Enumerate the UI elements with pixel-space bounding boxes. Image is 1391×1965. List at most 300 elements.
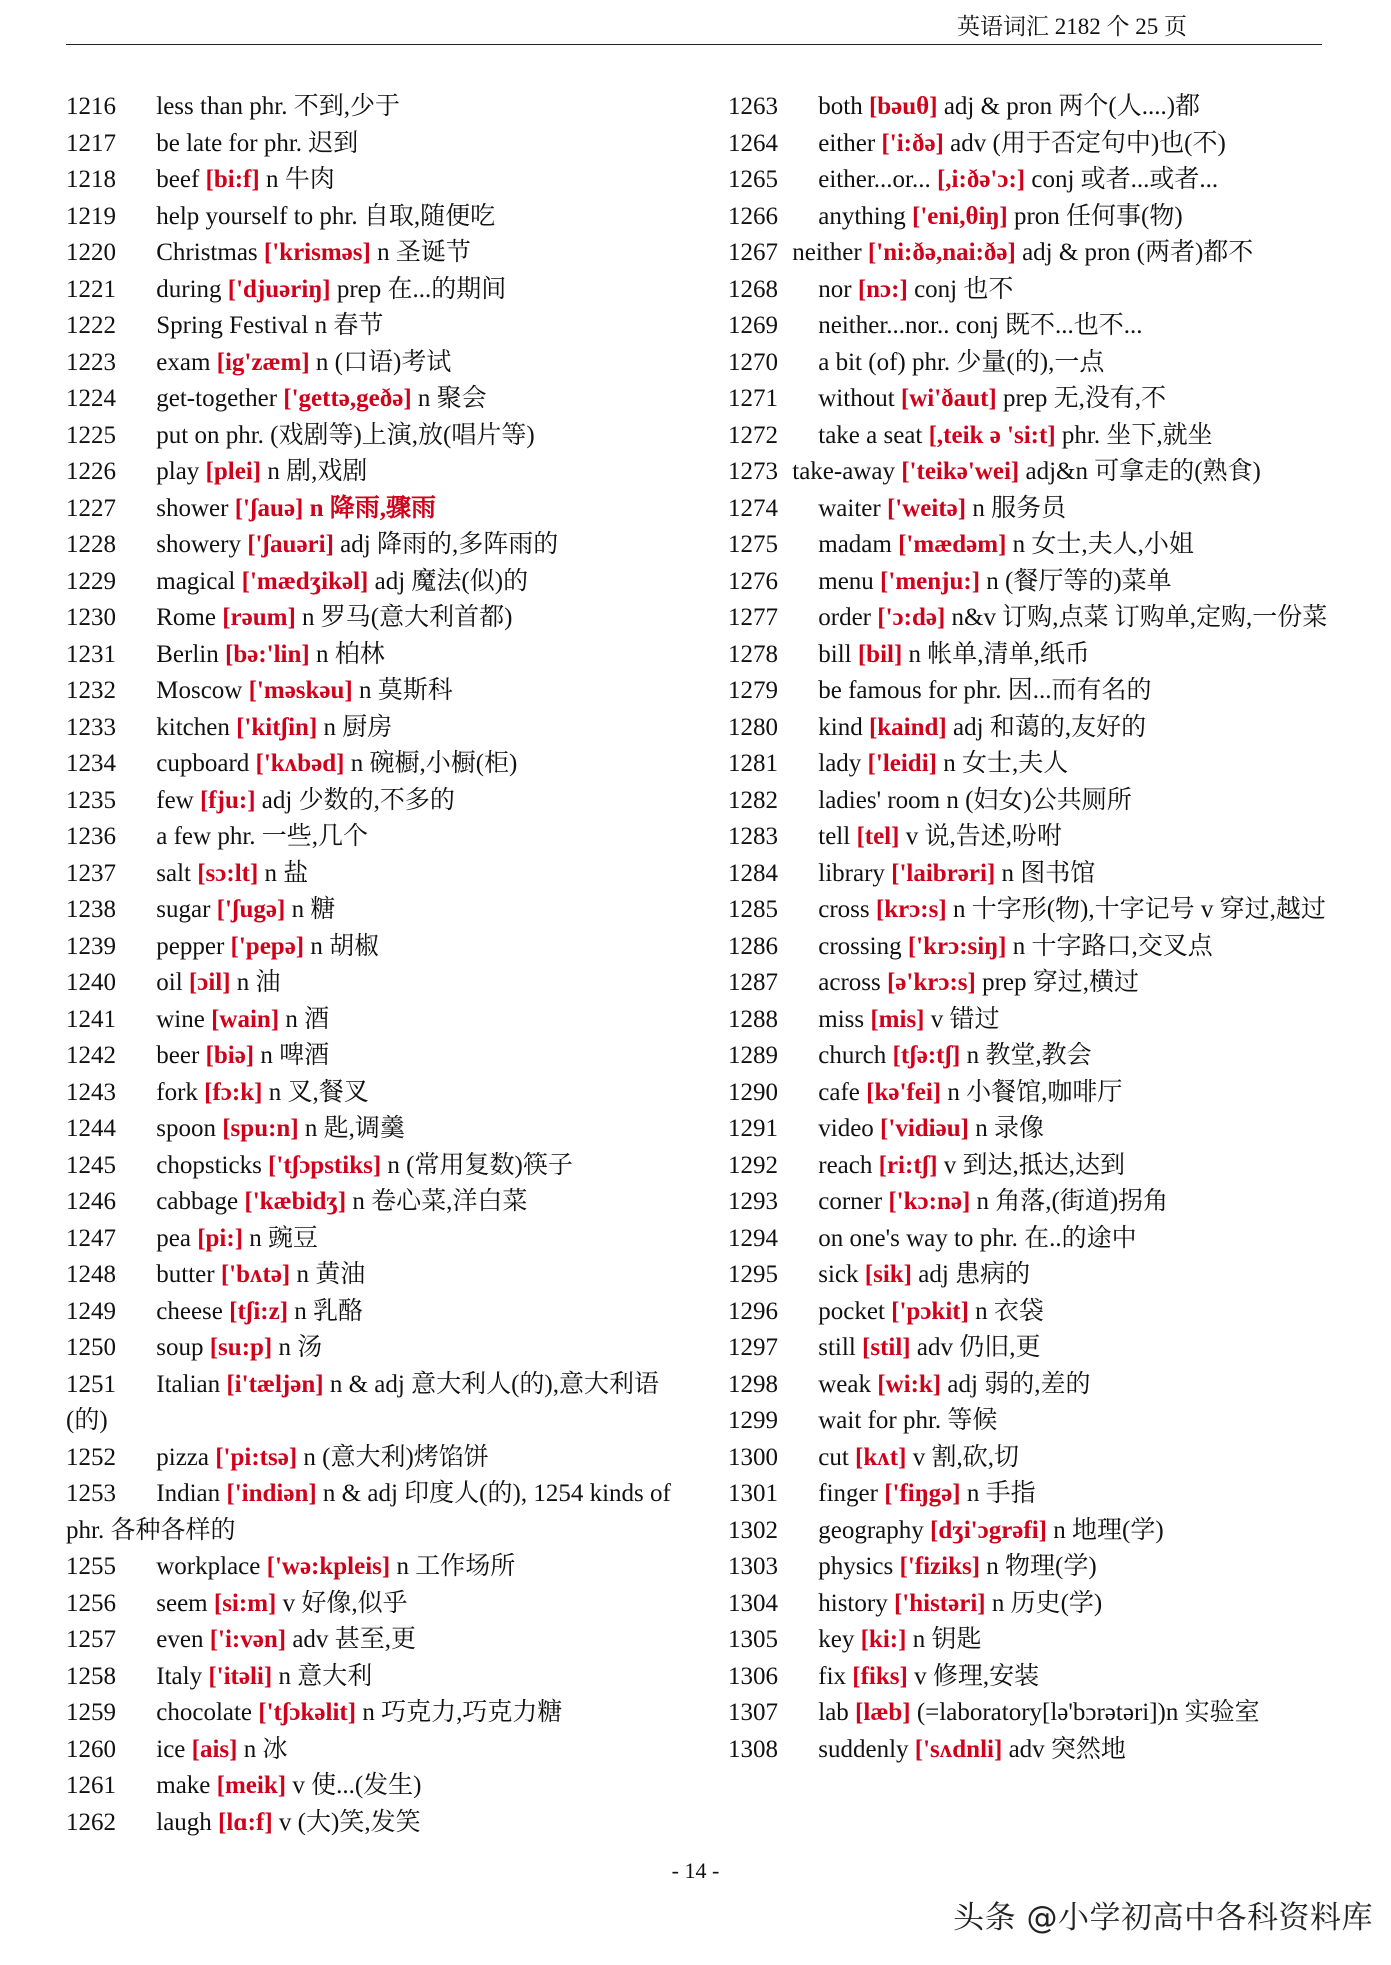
- entry-word: fix: [818, 1662, 847, 1690]
- entry-meaning: 穿过,横过: [1032, 969, 1140, 996]
- entry-part-of-speech: n: [265, 166, 279, 193]
- entry-number: 1260: [66, 1735, 116, 1763]
- entry-phonetic: ['indiən]: [226, 1480, 317, 1507]
- entry-meaning: 女士,夫人: [961, 750, 1069, 777]
- entry-part-of-speech: phr.: [263, 129, 303, 157]
- entry-part-of-speech: n: [986, 1553, 999, 1580]
- vocab-entry: [728, 308, 1343, 345]
- vocab-entry: [728, 1038, 1343, 1075]
- entry-part-of-speech: v: [914, 1662, 927, 1690]
- entry-part-of-speech: n: [268, 1078, 282, 1106]
- entry-part-of-speech: n: [387, 1151, 400, 1179]
- entry-meaning: 剧,戏剧: [286, 458, 368, 485]
- entry-word: crossing: [818, 932, 902, 960]
- vocab-entry: [66, 819, 681, 856]
- entry-word: salt: [156, 859, 191, 887]
- entry-meaning: 教堂,教会: [985, 1042, 1092, 1069]
- entry-word: church: [818, 1042, 887, 1069]
- vocab-entry: [66, 1111, 681, 1148]
- entry-phonetic: ['krisməs]: [263, 239, 371, 266]
- entry-word: fork: [156, 1078, 198, 1106]
- entry-phonetic: [kaind]: [868, 713, 947, 741]
- entry-number: 1272: [728, 421, 778, 449]
- entry-part-of-speech: n: [976, 1188, 990, 1215]
- entry-phonetic: ['eni,θiŋ]: [912, 202, 1008, 230]
- vocab-entry: [728, 1330, 1343, 1367]
- entry-part-of-speech: n: [396, 1553, 409, 1580]
- entry-word: menu: [818, 567, 874, 595]
- entry-meaning: 或者...或者...: [1080, 166, 1219, 193]
- vocab-entry: [728, 454, 1343, 491]
- entry-word: even: [156, 1626, 204, 1653]
- entry-word: across: [818, 969, 881, 996]
- entry-word: ladies' room: [818, 786, 941, 814]
- entry-phonetic: ['kɔ:nə]: [888, 1188, 971, 1215]
- entry-phonetic: [tʃə:tʃ]: [892, 1042, 961, 1069]
- vocab-entry: [66, 1659, 681, 1696]
- vocab-entry: [66, 454, 681, 491]
- entry-phonetic: ['məskəu]: [248, 677, 353, 704]
- vocab-entry: [66, 1257, 681, 1294]
- entry-meaning: 黄油: [315, 1261, 366, 1288]
- entry-phonetic: [ki:]: [860, 1626, 907, 1653]
- entry-part-of-speech: adv: [292, 1626, 329, 1653]
- entry-part-of-speech: adj: [947, 1370, 978, 1398]
- entry-phonetic: ['bʌtə]: [220, 1261, 291, 1288]
- vocab-entry: [66, 1330, 681, 1367]
- entry-meaning: (餐厅等的)菜单: [1005, 567, 1172, 595]
- vocab-entry: [66, 1805, 681, 1842]
- entry-word: weak: [818, 1370, 871, 1398]
- entry-meaning: 坐下,就坐: [1106, 421, 1213, 449]
- entry-meaning: 在...的期间: [387, 275, 507, 303]
- entry-number: 1247: [66, 1224, 116, 1252]
- entry-phonetic: ['tʃɔpstiks]: [268, 1151, 382, 1179]
- entry-part-of-speech: n: [294, 1297, 307, 1325]
- entry-word: bill: [818, 640, 852, 668]
- entry-part-of-speech: n: [1053, 1516, 1066, 1544]
- entry-number: 1261: [66, 1772, 116, 1799]
- entry-word: Christmas: [156, 239, 258, 266]
- entry-meaning: 到达,抵达,达到: [962, 1151, 1126, 1179]
- entry-number: 1239: [66, 932, 116, 960]
- entry-part-of-speech: phr.: [902, 1407, 942, 1434]
- entry-meaning: 历史(学): [1010, 1589, 1103, 1617]
- vocab-entry: [66, 710, 681, 747]
- entry-meaning: 十字路口,交叉点: [1031, 932, 1213, 960]
- entry-meaning: 柏林: [334, 640, 385, 668]
- entry-part-of-speech: n: [952, 896, 966, 923]
- entry-part-of-speech: adj & pron: [943, 93, 1053, 120]
- entry-phonetic: ['vidiəu]: [880, 1115, 969, 1142]
- entry-phonetic: [sik]: [864, 1261, 913, 1288]
- entry-part-of-speech: adv: [950, 129, 987, 157]
- entry-meaning: (意大利)烤馅饼: [322, 1443, 489, 1471]
- entry-word: cheese: [156, 1297, 223, 1325]
- entry-part-of-speech: n: [303, 1443, 316, 1471]
- entry-meaning: 使...(发生): [311, 1772, 422, 1799]
- entry-word: Italian: [156, 1370, 221, 1398]
- vocab-entry: [66, 1695, 681, 1732]
- vocab-entry: [66, 1294, 681, 1331]
- entry-meaning: 降雨的,多阵雨的: [376, 531, 559, 558]
- entry-meaning: 巧克力,巧克力糖: [381, 1699, 563, 1726]
- entry-phonetic: ['pi:tsə]: [215, 1443, 298, 1471]
- entry-number: 1306: [728, 1662, 778, 1690]
- entry-meaning: (两者)都不: [1136, 239, 1254, 266]
- vocab-entry: [66, 1038, 681, 1075]
- entry-number: 1283: [728, 823, 778, 850]
- entry-word: a few: [156, 823, 212, 850]
- vocab-entry: [728, 892, 1343, 929]
- entry-word: physics: [818, 1553, 894, 1580]
- entry-word: anything: [818, 202, 906, 230]
- entry-number: 1274: [728, 494, 778, 522]
- vocab-entry: [66, 527, 681, 564]
- entry-part-of-speech: n: [302, 604, 315, 631]
- entry-number: 1286: [728, 932, 778, 960]
- entry-number: 1251: [66, 1370, 116, 1398]
- entry-word: key: [818, 1626, 855, 1653]
- entry-number: 1249: [66, 1297, 116, 1325]
- entry-phonetic: [si:m]: [213, 1589, 277, 1617]
- vocab-entry: [728, 1294, 1343, 1331]
- entry-part-of-speech: n: [975, 1115, 988, 1142]
- entry-word: beef: [156, 166, 200, 193]
- entry-phonetic: [fju:]: [199, 786, 256, 814]
- entry-word: Italy: [156, 1662, 203, 1690]
- entry-meaning: 因...而有名的: [1007, 677, 1152, 704]
- vocab-entry: [728, 1148, 1343, 1185]
- entry-number: 1291: [728, 1115, 778, 1142]
- entry-meaning: 物理(学): [1005, 1553, 1097, 1580]
- vocab-entry: [66, 1768, 681, 1805]
- entry-meaning: (戏剧等)上演,放(唱片等): [270, 421, 535, 449]
- entry-part-of-speech: v: [278, 1808, 292, 1836]
- entry-word: ice: [156, 1735, 186, 1763]
- vocab-entry: [728, 527, 1343, 564]
- vocab-entry: [728, 1257, 1343, 1294]
- entry-number: 1229: [66, 567, 116, 595]
- entry-part-of-speech: n: [315, 348, 329, 376]
- entry-word: pizza: [156, 1443, 209, 1471]
- entry-part-of-speech: v: [930, 1005, 944, 1033]
- vocab-entry: [66, 1075, 681, 1112]
- entry-word: get-together: [156, 385, 278, 412]
- entry-part-of-speech: n: [1001, 859, 1015, 887]
- entry-phonetic: [biə]: [205, 1042, 255, 1069]
- entry-phonetic: ['wə:kpleis]: [266, 1553, 391, 1580]
- entry-part-of-speech: phr.: [319, 202, 358, 230]
- entry-word: cabbage: [156, 1188, 239, 1215]
- entry-word: corner: [818, 1188, 883, 1215]
- entry-meaning: 在..的途中: [1024, 1224, 1137, 1252]
- entry-word: both: [818, 93, 863, 120]
- entry-meaning: (口语)考试: [334, 348, 452, 376]
- entry-phonetic: [fɔ:k]: [204, 1078, 263, 1106]
- vocab-entry: [66, 162, 681, 199]
- entry-number: 1217: [66, 129, 116, 157]
- entry-meaning: 和蔼的,友好的: [989, 713, 1147, 741]
- entry-meaning: 钥匙: [931, 1626, 982, 1653]
- vocab-entry: [728, 1549, 1343, 1586]
- vocab-entry: [728, 1586, 1343, 1623]
- vocab-entry: [728, 1476, 1343, 1513]
- vocab-entry: [728, 1221, 1343, 1258]
- vocab-entry: [66, 89, 681, 126]
- entry-number: 1220: [66, 239, 116, 266]
- entry-part-of-speech: conj: [1031, 166, 1075, 193]
- entry-number: 1255: [66, 1553, 116, 1580]
- entry-word: nor: [818, 275, 852, 303]
- entry-meaning: 圣诞节: [395, 239, 471, 266]
- entry-word: make: [156, 1772, 211, 1799]
- entry-meaning: (妇女)公共厕所: [965, 786, 1132, 814]
- entry-part-of-speech: n: [946, 786, 959, 814]
- entry-part-of-speech: n & adj: [322, 1480, 398, 1507]
- entry-number: 1293: [728, 1188, 778, 1215]
- vocab-entry: [66, 637, 681, 674]
- vocab-entry: [728, 929, 1343, 966]
- vocab-entry: [66, 600, 681, 637]
- entry-meaning: 既不...也不...: [1005, 312, 1143, 339]
- entry-word: reach: [818, 1151, 873, 1179]
- vocab-entry: [728, 89, 1343, 126]
- entry-word: soup: [156, 1334, 204, 1361]
- entry-meaning: 角落,(街道)拐角: [995, 1188, 1169, 1215]
- entry-number: 1257: [66, 1626, 116, 1653]
- entry-word: lady: [818, 750, 862, 777]
- entry-number: 1246: [66, 1188, 116, 1215]
- entry-phonetic: [ə'krɔ:s]: [886, 969, 976, 996]
- entry-number: 1221: [66, 275, 116, 303]
- vocab-entry: [728, 783, 1343, 820]
- entry-part-of-speech: n&v: [951, 604, 996, 631]
- vocab-entry: [66, 673, 681, 710]
- entry-phonetic: [sɔ:lt]: [197, 859, 259, 887]
- entry-phonetic: [,teik ə 'si:t]: [928, 421, 1056, 449]
- entry-phonetic: ['ʃugə]: [216, 896, 286, 923]
- entry-number: 1218: [66, 166, 116, 193]
- vocab-entry: [728, 856, 1343, 893]
- entry-meaning: 一些,几个: [261, 823, 369, 850]
- entry-word: neither: [792, 239, 862, 266]
- entry-phonetic: ['gettə,geðə]: [283, 385, 412, 412]
- vocab-entry: [66, 272, 681, 309]
- entry-phonetic: [pi:]: [197, 1224, 244, 1252]
- vocab-entry: [728, 1075, 1343, 1112]
- vocab-entry: [728, 1513, 1343, 1550]
- entry-number: 1297: [728, 1334, 778, 1361]
- entry-phonetic: [ig'zæm]: [216, 348, 310, 376]
- entry-number: 1287: [728, 969, 778, 996]
- entry-meaning: 手指: [985, 1480, 1036, 1507]
- entry-phonetic: ['ʃauə]: [234, 494, 304, 522]
- entry-word: Moscow: [156, 677, 243, 704]
- entry-word: during: [156, 275, 222, 303]
- entry-number: 1284: [728, 859, 778, 887]
- entry-word: pepper: [156, 932, 225, 960]
- vocab-entry: [66, 308, 681, 345]
- entry-phonetic: [i'tæljən]: [226, 1370, 324, 1398]
- entry-extra: n 降雨,骤雨: [309, 494, 437, 522]
- entry-meaning: 油: [255, 969, 281, 996]
- entry-part-of-speech: adv: [1008, 1735, 1045, 1763]
- entry-part-of-speech: phr.: [979, 1224, 1018, 1252]
- entry-phonetic: ['pepə]: [230, 932, 305, 960]
- entry-word: geography: [818, 1516, 924, 1544]
- watermark-text: 头条 @小学初高中各科资料库: [953, 1900, 1373, 1936]
- entry-part-of-speech: prep: [982, 969, 1027, 996]
- entry-number: 1219: [66, 202, 116, 230]
- entry-meaning: 厨房: [342, 713, 393, 741]
- entry-phonetic: ['weitə]: [886, 494, 967, 522]
- entry-word: few: [156, 786, 194, 814]
- entry-phonetic: ['ni:ðə,nai:ðə]: [867, 239, 1016, 266]
- entry-meaning: 卷心菜,洋白菜: [371, 1188, 528, 1215]
- entry-part-of-speech: n: [986, 567, 999, 595]
- entry-meaning: 罗马(意大利首都): [320, 604, 513, 631]
- entry-part-of-speech: conj: [955, 312, 999, 339]
- entry-number: 1278: [728, 640, 778, 668]
- entry-meaning: 患病的: [955, 1261, 1031, 1288]
- entry-number: 1233: [66, 713, 116, 741]
- entry-meaning: 实验室: [1184, 1699, 1260, 1726]
- entry-part-of-speech: n: [260, 1042, 273, 1069]
- entry-number: 1230: [66, 604, 116, 631]
- entry-word: cut: [818, 1443, 849, 1471]
- entry-phonetic: [bil]: [857, 640, 903, 668]
- entry-word: seem: [156, 1589, 208, 1617]
- entry-word: finger: [818, 1480, 878, 1507]
- entry-phonetic: [krɔ:s]: [875, 896, 947, 923]
- entry-meaning: 无,没有,不: [1053, 385, 1167, 412]
- vocab-entry: [66, 1002, 681, 1039]
- vocab-entry: [66, 1184, 681, 1221]
- entry-word: play: [156, 458, 200, 485]
- vocab-entry: [728, 345, 1343, 382]
- entry-meaning: 小餐馆,咖啡厅: [966, 1078, 1123, 1106]
- entry-word: workplace: [156, 1553, 261, 1580]
- entry-meaning: 等候: [947, 1407, 998, 1434]
- entry-number: 1240: [66, 969, 116, 996]
- entry-number: 1236: [66, 823, 116, 850]
- entry-word: less than: [156, 93, 244, 120]
- entry-word: without: [818, 385, 895, 412]
- vocab-entry: [66, 1549, 681, 1586]
- entry-number: 1216: [66, 93, 116, 120]
- entry-word: exam: [156, 348, 211, 376]
- entry-part-of-speech: adv: [916, 1334, 953, 1361]
- entry-number: 1275: [728, 531, 778, 558]
- entry-meaning: 碗橱,小橱(柜): [369, 750, 518, 777]
- entry-phonetic: ['krɔ:siŋ]: [907, 932, 1007, 960]
- entry-number: 1281: [728, 750, 778, 777]
- entry-part-of-speech: n: [966, 1042, 980, 1069]
- entry-meaning: 糖: [310, 896, 336, 923]
- entry-number: 1296: [728, 1297, 778, 1325]
- entry-word: wine: [156, 1005, 205, 1033]
- entry-number: 1265: [728, 166, 778, 193]
- entry-meaning: 错过: [949, 1005, 1000, 1033]
- entry-number: 1292: [728, 1151, 778, 1179]
- entry-number: 1250: [66, 1334, 116, 1361]
- entry-number: 1241: [66, 1005, 116, 1033]
- entry-part-of-speech: n: [362, 1699, 375, 1726]
- entry-number: 1290: [728, 1078, 778, 1106]
- entry-number: 1268: [728, 275, 778, 303]
- vocab-entry: [728, 381, 1343, 418]
- entry-word: oil: [156, 969, 183, 996]
- entry-word: lab: [818, 1699, 849, 1726]
- entry-number: 1280: [728, 713, 778, 741]
- entry-phonetic: ['itəli]: [208, 1662, 273, 1690]
- entry-part-of-speech: v: [943, 1151, 957, 1179]
- entry-number: 1300: [728, 1443, 778, 1471]
- vocab-entry: [66, 783, 681, 820]
- entry-meaning: 自取,随便吃: [363, 202, 496, 230]
- entry-number: 1227: [66, 494, 116, 522]
- entry-meaning: 订购,点菜 订购单,定购,一份菜: [1002, 604, 1328, 631]
- vocab-entry: [66, 345, 681, 382]
- entry-number: 1301: [728, 1480, 778, 1507]
- entry-phonetic: [dʒi'ɔgrəfi]: [930, 1516, 1047, 1544]
- entry-number: 1223: [66, 348, 116, 376]
- entry-part-of-speech: adj: [953, 713, 984, 741]
- entry-meaning: 盐: [283, 859, 309, 887]
- entry-meaning: 任何事(物): [1066, 202, 1183, 230]
- entry-phonetic: ['tʃɔkəlit]: [258, 1699, 357, 1726]
- entry-meaning: 叉,餐叉: [287, 1078, 369, 1106]
- entry-word: be late for: [156, 129, 258, 157]
- vocab-entry: [66, 1440, 681, 1477]
- entry-number: 1267: [728, 239, 778, 266]
- entry-number: 1253: [66, 1480, 116, 1507]
- entry-phonetic: ['ɔ:də]: [877, 604, 946, 631]
- entry-number: 1298: [728, 1370, 778, 1398]
- entry-word: put on: [156, 421, 220, 449]
- entry-phonetic: [wi'ðaut]: [900, 385, 997, 412]
- entry-meaning: 意大利: [297, 1662, 373, 1690]
- entry-phonetic: [plei]: [205, 458, 262, 485]
- entry-number: 1273: [728, 458, 778, 485]
- vocab-entry: [728, 126, 1343, 163]
- right-column: [728, 89, 1343, 1768]
- entry-phonetic: [rəum]: [222, 604, 296, 631]
- entry-phonetic: ['i:vən]: [209, 1626, 287, 1653]
- entry-number: 1276: [728, 567, 778, 595]
- entry-part-of-speech: n: [291, 896, 305, 923]
- vocab-entry: [728, 1622, 1343, 1659]
- entry-word: Spring Festival: [156, 312, 309, 339]
- entry-meaning: 豌豆: [268, 1224, 319, 1252]
- entry-word: miss: [818, 1005, 865, 1033]
- entry-phonetic: [tel]: [856, 823, 900, 850]
- entry-word: sick: [818, 1261, 859, 1288]
- entry-phonetic: ['ʃauəri]: [247, 531, 334, 558]
- entry-part-of-speech: n: [267, 458, 280, 485]
- entry-meaning: 也不: [963, 275, 1014, 303]
- vocab-entry: [728, 1732, 1343, 1769]
- entry-meaning: 甚至,更: [334, 1626, 416, 1653]
- entry-word: either: [818, 129, 876, 157]
- entry-meaning: 冰: [262, 1735, 288, 1763]
- entry-number: 1235: [66, 786, 116, 814]
- entry-meaning: 魔法(似)的: [411, 567, 529, 595]
- entry-part-of-speech: phr.: [225, 421, 264, 449]
- entry-phonetic: ['kʌbəd]: [255, 750, 345, 777]
- vocab-entry: [66, 746, 681, 783]
